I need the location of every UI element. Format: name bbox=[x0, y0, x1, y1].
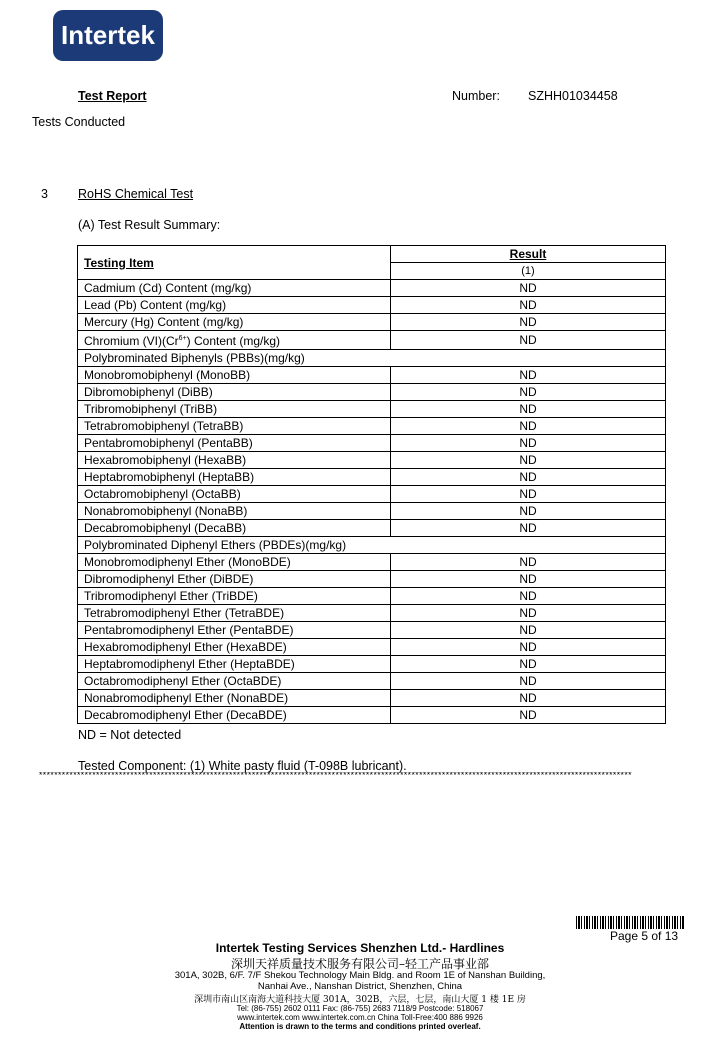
report-number-value: SZHH01034458 bbox=[528, 89, 618, 103]
result-cell: ND bbox=[391, 367, 666, 384]
testing-item-cell: Lead (Pb) Content (mg/kg) bbox=[78, 297, 391, 314]
result-cell: ND bbox=[391, 588, 666, 605]
table-row bbox=[78, 571, 666, 588]
footer-address-cn: 深圳市南山区南海大道科技大厦 301A，302B，六层，七层，南山大厦 1 楼 1E 房 bbox=[194, 995, 526, 1005]
table-row bbox=[78, 314, 666, 331]
footer-address-2: Nanhai Ave., Nanshan District, Shenzhen, China bbox=[257, 981, 463, 992]
testing-item-cell: Decabromodiphenyl Ether (DecaBDE) bbox=[78, 707, 391, 724]
table-row bbox=[78, 486, 666, 503]
testing-item-cell: Cadmium (Cd) Content (mg/kg) bbox=[78, 280, 391, 297]
test-name: RoHS Chemical Test bbox=[78, 187, 194, 201]
table-row bbox=[78, 554, 666, 571]
table-row bbox=[78, 331, 666, 350]
table-row bbox=[78, 280, 666, 297]
testing-item-cell: Hexabromobiphenyl (HexaBB) bbox=[78, 452, 391, 469]
testing-item-cell: Tribromodiphenyl Ether (TriBDE) bbox=[78, 588, 391, 605]
result-cell: ND bbox=[391, 656, 666, 673]
footer-address-1: 301A, 302B, 6/F. 7/F Shekou Technology Main Bldg. and Room 1E of Nanshan Building, bbox=[174, 970, 546, 981]
testing-item-cell: Heptabromobiphenyl (HeptaBB) bbox=[78, 469, 391, 486]
table-row bbox=[78, 707, 666, 724]
footer-web: www.intertek.com www.intertek.com.cn China Toll-Free:400 886 9926 bbox=[237, 1013, 483, 1022]
footer-company: Intertek Testing Services Shenzhen Ltd.- Hardlines bbox=[215, 941, 505, 955]
intertek-logo: Intertek bbox=[53, 10, 163, 61]
testing-item-cell: Pentabromobiphenyl (PentaBB) bbox=[78, 435, 391, 452]
table-row bbox=[78, 673, 666, 690]
testing-item-cell: Mercury (Hg) Content (mg/kg) bbox=[78, 314, 391, 331]
table-header-row bbox=[78, 246, 666, 263]
table-row bbox=[78, 452, 666, 469]
result-cell: ND bbox=[391, 486, 666, 503]
result-cell: ND bbox=[391, 401, 666, 418]
report-number-label: Number: bbox=[452, 89, 500, 103]
header-result-sub: (1) bbox=[391, 263, 666, 280]
result-cell: ND bbox=[391, 418, 666, 435]
result-cell: ND bbox=[391, 503, 666, 520]
table-row bbox=[78, 384, 666, 401]
tested-component-note: Tested Component: (1) White pasty fluid (T-098B lubricant). bbox=[78, 759, 407, 773]
testing-item-cell: Dibromobiphenyl (DiBB) bbox=[78, 384, 391, 401]
table-row bbox=[78, 435, 666, 452]
table-row bbox=[78, 639, 666, 656]
footer-company-cn: 深圳天祥质量技术服务有限公司–轻工产品事业部 bbox=[230, 957, 489, 971]
testing-item-cell: Nonabromobiphenyl (NonaBB) bbox=[78, 503, 391, 520]
testing-item-cell: Monobromodiphenyl Ether (MonoBDE) bbox=[78, 554, 391, 571]
result-cell: ND bbox=[391, 520, 666, 537]
testing-item-suffix: ) Content (mg/kg) bbox=[186, 334, 281, 348]
table-row bbox=[78, 622, 666, 639]
result-cell: ND bbox=[391, 435, 666, 452]
testing-item-text: Chromium (VI)(Cr bbox=[84, 334, 179, 348]
table-row bbox=[78, 469, 666, 486]
table-row bbox=[78, 297, 666, 314]
result-cell: ND bbox=[391, 314, 666, 331]
table-row bbox=[78, 418, 666, 435]
testing-item-cell: Decabromobiphenyl (DecaBB) bbox=[78, 520, 391, 537]
test-subtitle: (A) Test Result Summary: bbox=[78, 218, 221, 232]
result-cell: ND bbox=[391, 707, 666, 724]
footer-attention: Attention is drawn to the terms and conditions printed overleaf. bbox=[239, 1022, 481, 1031]
results-table bbox=[77, 245, 666, 724]
result-cell: ND bbox=[391, 384, 666, 401]
table-row bbox=[78, 656, 666, 673]
result-cell: ND bbox=[391, 331, 666, 350]
footer-tel: Tel: (86-755) 2602 0111 Fax: (86-755) 2683 7118/9 Postcode: 518067 bbox=[236, 1004, 484, 1013]
testing-item-cell: Dibromodiphenyl Ether (DiBDE) bbox=[78, 571, 391, 588]
page-number: Page 5 of 13 bbox=[610, 929, 679, 943]
group-label: Polybrominated Diphenyl Ethers (PBDEs)(mg/kg) bbox=[78, 537, 666, 554]
testing-item-cell: Tetrabromodiphenyl Ether (TetraBDE) bbox=[78, 605, 391, 622]
table-row bbox=[78, 401, 666, 418]
header-result: Result bbox=[391, 246, 666, 263]
section-title: Tests Conducted bbox=[32, 115, 126, 129]
table-group-row bbox=[78, 350, 666, 367]
result-cell: ND bbox=[391, 469, 666, 486]
table-row bbox=[78, 520, 666, 537]
table-group-row bbox=[78, 537, 666, 554]
result-cell: ND bbox=[391, 452, 666, 469]
barcode-icon bbox=[576, 916, 684, 929]
table-row bbox=[78, 690, 666, 707]
group-label: Polybrominated Biphenyls (PBBs)(mg/kg) bbox=[78, 350, 666, 367]
testing-item-cell: Pentabromodiphenyl Ether (PentaBDE) bbox=[78, 622, 391, 639]
testing-item-cell: Heptabromodiphenyl Ether (HeptaBDE) bbox=[78, 656, 391, 673]
test-index: 3 bbox=[41, 187, 48, 201]
table-row bbox=[78, 588, 666, 605]
testing-item-cell: Octabromodiphenyl Ether (OctaBDE) bbox=[78, 673, 391, 690]
result-cell: ND bbox=[391, 690, 666, 707]
testing-item-cell: Monobromobiphenyl (MonoBB) bbox=[78, 367, 391, 384]
testing-item-cell: Octabromobiphenyl (OctaBB) bbox=[78, 486, 391, 503]
testing-item-cell: Tetrabromobiphenyl (TetraBB) bbox=[78, 418, 391, 435]
table-row bbox=[78, 503, 666, 520]
testing-item-cell: Nonabromodiphenyl Ether (NonaBDE) bbox=[78, 690, 391, 707]
result-cell: ND bbox=[391, 673, 666, 690]
testing-item-cell: Tribromobiphenyl (TriBB) bbox=[78, 401, 391, 418]
report-title: Test Report bbox=[78, 89, 147, 103]
testing-item-cell: Hexabromodiphenyl Ether (HexaBDE) bbox=[78, 639, 391, 656]
nd-note: ND = Not detected bbox=[78, 728, 182, 742]
header-testing-item: Testing Item bbox=[78, 246, 391, 280]
result-cell: ND bbox=[391, 297, 666, 314]
table-row bbox=[78, 367, 666, 384]
result-cell: ND bbox=[391, 571, 666, 588]
result-cell: ND bbox=[391, 639, 666, 656]
table-row bbox=[78, 605, 666, 622]
result-cell: ND bbox=[391, 622, 666, 639]
separator-line: ************************************************************************************************************************************************************ bbox=[38, 772, 631, 780]
result-cell: ND bbox=[391, 554, 666, 571]
result-cell: ND bbox=[391, 280, 666, 297]
superscript: 6+ bbox=[178, 335, 187, 342]
result-cell: ND bbox=[391, 605, 666, 622]
testing-item-cell bbox=[78, 331, 391, 350]
